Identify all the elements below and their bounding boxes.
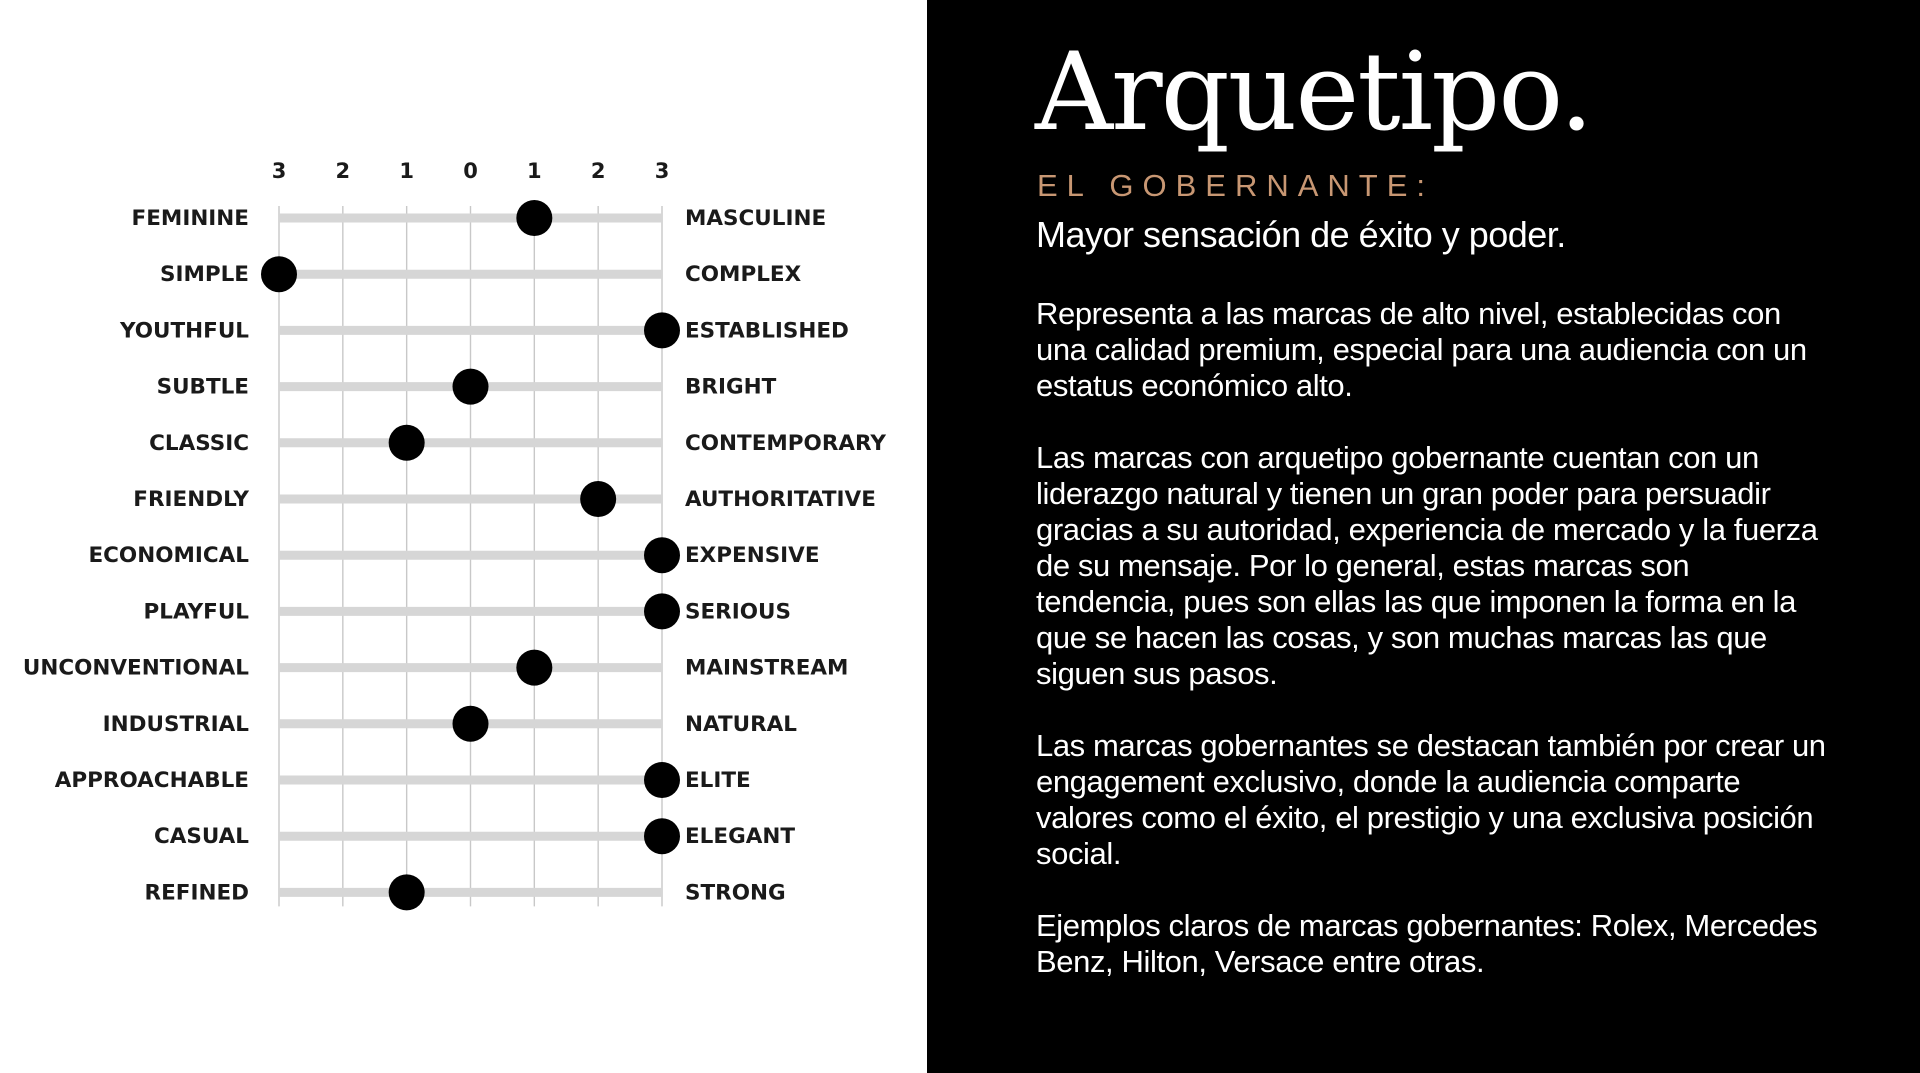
scale-tick-label: 1	[399, 159, 414, 183]
left-trait-label: APPROACHABLE	[54, 768, 249, 793]
right-trait-label: CONTEMPORARY	[685, 430, 886, 456]
right-trait-label: AUTHORITATIVE	[685, 487, 876, 512]
right-trait-label: BRIGHT	[685, 374, 777, 400]
paragraph-engagement: Las marcas gobernantes se destacan también por crear un engagement exclusivo, donde la audiencia comparte valores como el éxito, el prestigio y una exclusiva posición social.	[1036, 728, 1826, 871]
rating-point	[389, 425, 425, 461]
left-trait-label: CLASSIC	[149, 430, 249, 456]
left-trait-label: SIMPLE	[159, 262, 249, 288]
rating-point	[580, 481, 616, 517]
scale-tick-label: 2	[590, 159, 606, 183]
left-trait-label: UNCONVENTIONAL	[22, 655, 249, 681]
scale-tick-label: 2	[335, 159, 351, 183]
rating-point	[516, 200, 552, 236]
left-trait-label: INDUSTRIAL	[102, 711, 249, 737]
left-trait-label: FEMININE	[131, 206, 249, 231]
rating-point	[644, 818, 680, 854]
right-trait-label: MASCULINE	[685, 206, 827, 231]
rating-point	[516, 650, 552, 686]
description-panel	[927, 0, 1920, 1073]
scale-tick-label: 0	[463, 159, 478, 183]
right-trait-label: ESTABLISHED	[685, 318, 849, 344]
right-trait-label: SERIOUS	[685, 599, 791, 625]
rating-point	[644, 537, 680, 573]
paragraph-leadership: Las marcas con arquetipo gobernante cuentan con un liderazgo natural y tienen un gran poder para persuadir gracias a su autoridad, experiencia de mercado y la fuerza de su mensaje. Por lo general, estas marcas son tendencia, pues son ellas las que imponen la forma en la que se hacen las cosas, y son muchas marcas las que siguen sus pasos.	[1036, 440, 1818, 691]
archetype-scale-chart	[0, 0, 927, 1073]
left-trait-label: CASUAL	[153, 824, 249, 850]
left-trait-label: PLAYFUL	[143, 599, 249, 625]
scale-tick-label: 3	[654, 159, 670, 183]
paragraph-examples: Ejemplos claros de marcas gobernantes: Rolex, Mercedes Benz, Hilton, Versace entre otras.	[1036, 908, 1818, 979]
scale-tick-label: 3	[271, 159, 287, 183]
right-trait-label: ELITE	[685, 768, 751, 793]
left-trait-label: REFINED	[144, 880, 249, 906]
rating-point	[644, 762, 680, 798]
right-trait-label: EXPENSIVE	[685, 543, 820, 569]
right-trait-label: MAINSTREAM	[685, 655, 849, 681]
left-trait-label: YOUTHFUL	[119, 318, 249, 344]
left-trait-label: ECONOMICAL	[88, 543, 249, 569]
rating-point	[389, 874, 425, 910]
paragraph-intro: Representa a las marcas de alto nivel, establecidas con una calidad premium, especial para una audiencia con un estatus económico alto.	[1036, 296, 1807, 403]
archetype-tagline: Mayor sensación de éxito y poder.	[1036, 214, 1566, 255]
right-trait-label: STRONG	[685, 880, 786, 906]
rating-point	[644, 593, 680, 629]
rating-point	[644, 312, 680, 348]
left-trait-label: SUBTLE	[156, 374, 249, 400]
rating-point	[453, 706, 489, 742]
right-trait-label: NATURAL	[685, 711, 797, 737]
right-trait-label: COMPLEX	[685, 262, 802, 288]
right-trait-label: ELEGANT	[685, 824, 796, 850]
left-trait-label: FRIENDLY	[133, 487, 249, 512]
archetype-name: EL GOBERNANTE:	[1037, 168, 1435, 203]
chart-canvas	[0, 0, 927, 1073]
rating-point	[453, 369, 489, 405]
rating-point	[261, 256, 297, 292]
scale-tick-label: 1	[527, 159, 542, 183]
page-title: Arquetipo.	[1035, 30, 1592, 155]
